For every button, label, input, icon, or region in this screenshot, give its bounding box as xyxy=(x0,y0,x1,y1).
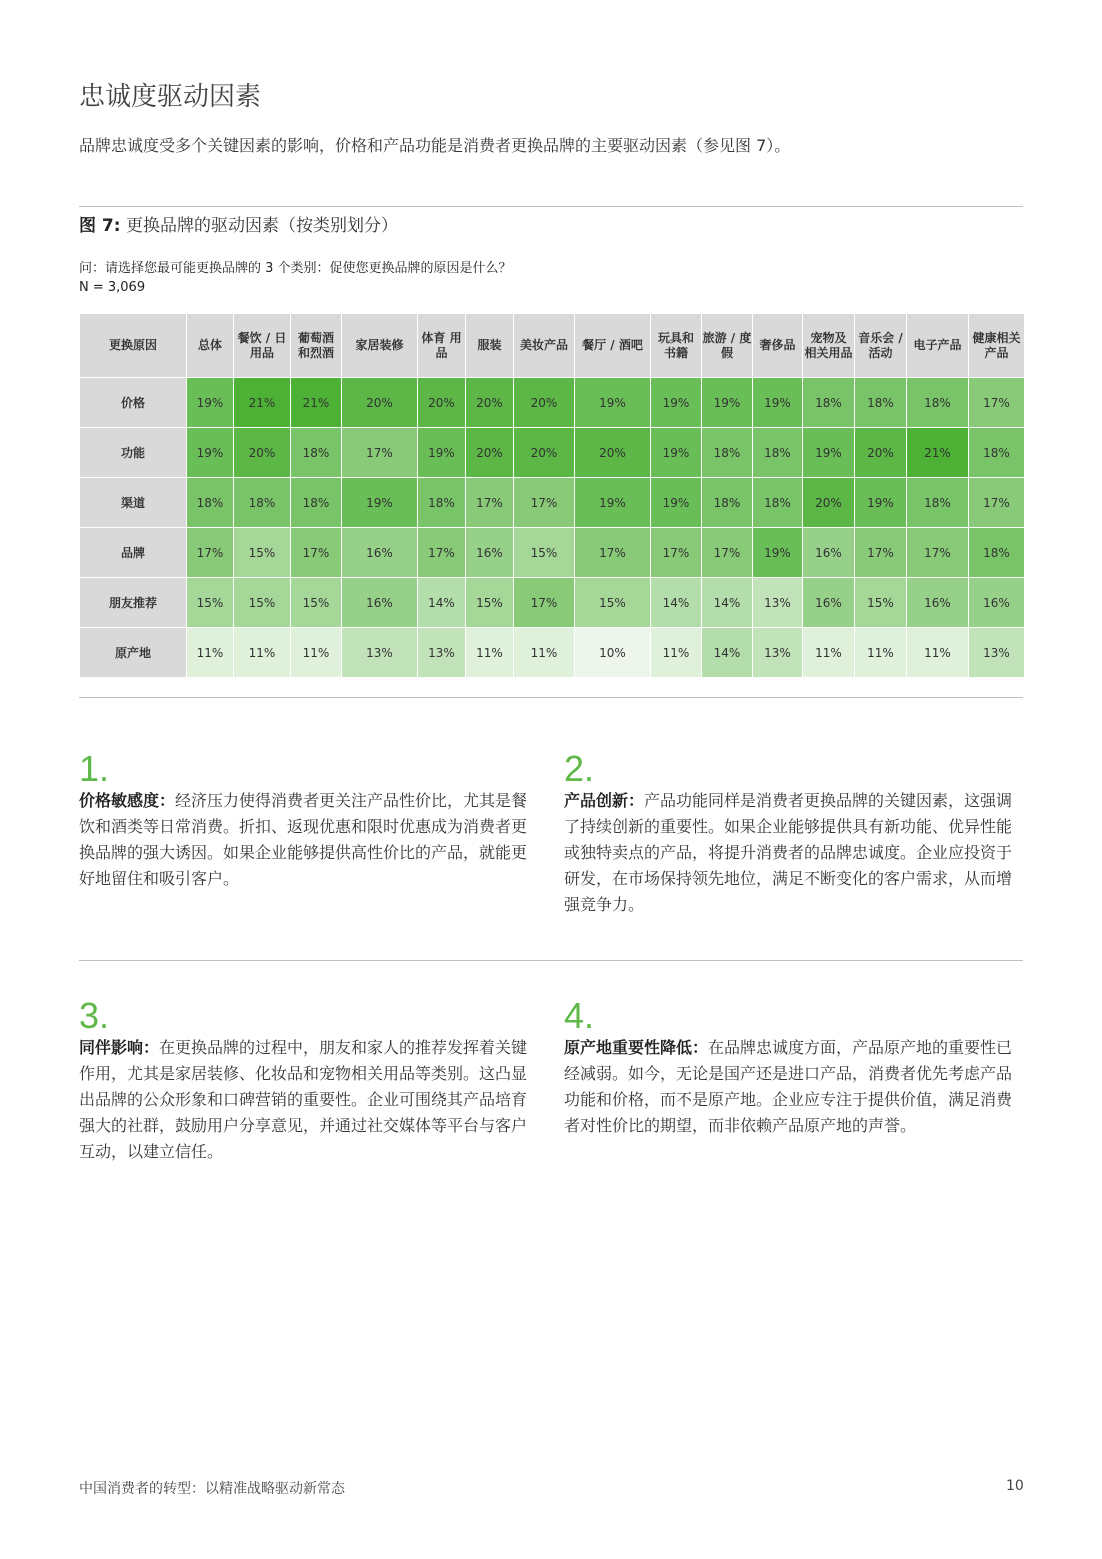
divider xyxy=(79,697,1023,698)
heatmap-cell: 18% xyxy=(969,428,1025,478)
point-body: 产品功能同样是消费者更换品牌的关键因素，这强调了持续创新的重要性。如果企业能够提供具有新功能、优异性能或独特卖点的产品，将提升消费者的品牌忠诚度。企业应投资于研发，在市场保持领先地位，满足不断变化的客户需求，从而增强竞争力。 xyxy=(564,791,1013,914)
column-header: 玩具和 书籍 xyxy=(651,314,702,378)
heatmap-cell: 21% xyxy=(291,378,342,428)
heatmap-cell: 17% xyxy=(291,528,342,578)
heatmap-cell: 19% xyxy=(753,528,803,578)
heatmap-cell: 18% xyxy=(803,378,855,428)
point-number: 1. xyxy=(79,748,110,789)
heatmap-cell: 19% xyxy=(651,428,702,478)
point-heading: 产品创新： xyxy=(564,791,645,810)
heatmap-cell: 11% xyxy=(907,628,969,678)
point-paragraph xyxy=(79,1035,541,1165)
heatmap-cell: 19% xyxy=(803,428,855,478)
heatmap-row xyxy=(80,428,1025,478)
row-label: 价格 xyxy=(80,378,187,428)
divider xyxy=(79,960,1023,961)
figure-title xyxy=(79,211,398,236)
heatmap-cell: 20% xyxy=(342,378,418,428)
heatmap-cell: 19% xyxy=(575,378,651,428)
heatmap-cell: 13% xyxy=(753,578,803,628)
column-header: 健康相关 产品 xyxy=(969,314,1025,378)
heatmap-cell: 13% xyxy=(418,628,466,678)
point-heading: 价格敏感度： xyxy=(79,791,176,810)
heatmap-cell: 16% xyxy=(342,578,418,628)
row-header-label: 更换原因 xyxy=(80,314,187,378)
page-number: 10 xyxy=(1006,1478,1024,1494)
heatmap-cell: 11% xyxy=(187,628,234,678)
row-label: 功能 xyxy=(80,428,187,478)
heatmap-cell: 13% xyxy=(753,628,803,678)
point-number: 3. xyxy=(79,995,110,1036)
heatmap-cell: 15% xyxy=(855,578,907,628)
row-label: 渠道 xyxy=(80,478,187,528)
heatmap-cell: 17% xyxy=(651,528,702,578)
survey-question: 问：请选择您最可能更换品牌的 3 个类别：促使您更换品牌的原因是什么？ xyxy=(79,261,512,276)
column-header: 家居装修 xyxy=(342,314,418,378)
heatmap-cell: 18% xyxy=(753,478,803,528)
heatmap-cell: 21% xyxy=(234,378,291,428)
figure-label: 图 7: xyxy=(79,216,121,236)
heatmap-cell: 16% xyxy=(466,528,514,578)
column-header: 总体 xyxy=(187,314,234,378)
column-header: 奢侈品 xyxy=(753,314,803,378)
heatmap-cell: 21% xyxy=(907,428,969,478)
heatmap-cell: 20% xyxy=(855,428,907,478)
heatmap-cell: 11% xyxy=(291,628,342,678)
heatmap-cell: 20% xyxy=(514,428,575,478)
survey-question-block xyxy=(79,259,512,297)
column-header: 美妆产品 xyxy=(514,314,575,378)
row-label: 朋友推荐 xyxy=(80,578,187,628)
heatmap-cell: 16% xyxy=(803,578,855,628)
heatmap-cell: 15% xyxy=(234,528,291,578)
sample-size: N = 3,069 xyxy=(79,280,146,295)
heatmap-cell: 20% xyxy=(575,428,651,478)
point-number: 2. xyxy=(564,748,595,789)
heatmap-cell: 11% xyxy=(855,628,907,678)
heatmap-cell: 13% xyxy=(342,628,418,678)
heatmap-cell: 17% xyxy=(702,528,753,578)
column-header: 旅游 / 度假 xyxy=(702,314,753,378)
heatmap-cell: 15% xyxy=(575,578,651,628)
figure-title-text: 更换品牌的驱动因素（按类别划分） xyxy=(125,216,398,236)
heatmap-cell: 18% xyxy=(702,478,753,528)
heatmap-cell: 17% xyxy=(418,528,466,578)
heatmap-cell: 11% xyxy=(803,628,855,678)
heatmap-row xyxy=(80,378,1025,428)
point-body: 经济压力使得消费者更关注产品性价比，尤其是餐饮和酒类等日常消费。折扣、返现优惠和限时优惠成为消费者更换品牌的强大诱因。如果企业能够提供高性价比的产品，就能更好地留住和吸引客户。 xyxy=(79,791,528,888)
heatmap-cell: 17% xyxy=(855,528,907,578)
heatmap-cell: 18% xyxy=(907,378,969,428)
heatmap-cell: 10% xyxy=(575,628,651,678)
heatmap-cell: 14% xyxy=(651,578,702,628)
column-header: 餐饮 / 日用品 xyxy=(234,314,291,378)
column-header: 服装 xyxy=(466,314,514,378)
heatmap-cell: 16% xyxy=(342,528,418,578)
heatmap-cell: 15% xyxy=(234,578,291,628)
heatmap-row xyxy=(80,628,1025,678)
row-label: 品牌 xyxy=(80,528,187,578)
heatmap-cell: 20% xyxy=(466,428,514,478)
point-paragraph xyxy=(564,1035,1026,1139)
heatmap-cell: 11% xyxy=(514,628,575,678)
heatmap-cell: 15% xyxy=(187,578,234,628)
heatmap-cell: 17% xyxy=(342,428,418,478)
point-body: 在品牌忠诚度方面，产品原产地的重要性已经减弱。如今，无论是国产还是进口产品，消费者优先考虑产品功能和价格，而不是原产地。企业应专注于提供价值，满足消费者对性价比的期望，而非依赖产品原产地的声誉。 xyxy=(564,1038,1013,1135)
point-number: 4. xyxy=(564,995,595,1036)
heatmap-cell: 20% xyxy=(803,478,855,528)
heatmap-row xyxy=(80,528,1025,578)
heatmap-cell: 17% xyxy=(907,528,969,578)
heatmap-cell: 15% xyxy=(466,578,514,628)
column-header: 体育 用品 xyxy=(418,314,466,378)
heatmap-cell: 14% xyxy=(702,628,753,678)
heatmap-cell: 20% xyxy=(514,378,575,428)
heatmap-cell: 19% xyxy=(187,428,234,478)
column-header: 音乐会 / 活动 xyxy=(855,314,907,378)
heatmap-cell: 16% xyxy=(907,578,969,628)
heatmap-cell: 18% xyxy=(187,478,234,528)
intro-text: 品牌忠诚度受多个关键因素的影响，价格和产品功能是消费者更换品牌的主要驱动因素（参见图 7）。 xyxy=(79,136,791,155)
point-paragraph xyxy=(79,788,541,892)
heatmap-cell: 18% xyxy=(418,478,466,528)
heatmap-cell: 19% xyxy=(342,478,418,528)
heatmap-cell: 17% xyxy=(969,478,1025,528)
heatmap-cell: 14% xyxy=(702,578,753,628)
heatmap-cell: 17% xyxy=(514,578,575,628)
row-label: 原产地 xyxy=(80,628,187,678)
heatmap-cell: 20% xyxy=(418,378,466,428)
heatmap-cell: 18% xyxy=(753,428,803,478)
heatmap-cell: 19% xyxy=(575,478,651,528)
heatmap-cell: 19% xyxy=(855,478,907,528)
heatmap-cell: 19% xyxy=(651,478,702,528)
heatmap-cell: 19% xyxy=(187,378,234,428)
heatmap-header-row xyxy=(80,314,1025,378)
heatmap-cell: 18% xyxy=(291,428,342,478)
footer-title: 中国消费者的转型：以精准战略驱动新常态 xyxy=(79,1481,345,1497)
heatmap-cell: 16% xyxy=(969,578,1025,628)
heatmap-cell: 15% xyxy=(514,528,575,578)
heatmap-cell: 13% xyxy=(969,628,1025,678)
heatmap-cell: 17% xyxy=(187,528,234,578)
column-header: 餐厅 / 酒吧 xyxy=(575,314,651,378)
heatmap-table xyxy=(79,313,1025,678)
heatmap-cell: 11% xyxy=(651,628,702,678)
heatmap-cell: 20% xyxy=(234,428,291,478)
heatmap-cell: 19% xyxy=(651,378,702,428)
heatmap-cell: 20% xyxy=(466,378,514,428)
heatmap-cell: 11% xyxy=(466,628,514,678)
heatmap-cell: 11% xyxy=(234,628,291,678)
heatmap-cell: 17% xyxy=(514,478,575,528)
heatmap-cell: 18% xyxy=(702,428,753,478)
heatmap-cell: 16% xyxy=(803,528,855,578)
page-title: 忠诚度驱动因素 xyxy=(79,82,262,112)
heatmap-cell: 18% xyxy=(855,378,907,428)
heatmap-body xyxy=(80,378,1025,678)
heatmap-cell: 18% xyxy=(291,478,342,528)
heatmap-cell: 19% xyxy=(753,378,803,428)
heatmap-cell: 19% xyxy=(702,378,753,428)
divider xyxy=(79,206,1023,207)
column-header: 电子产品 xyxy=(907,314,969,378)
heatmap-row xyxy=(80,478,1025,528)
point-paragraph xyxy=(564,788,1026,918)
heatmap-cell: 18% xyxy=(969,528,1025,578)
point-heading: 同伴影响： xyxy=(79,1038,160,1057)
heatmap-cell: 18% xyxy=(907,478,969,528)
heatmap-cell: 18% xyxy=(234,478,291,528)
heatmap-cell: 15% xyxy=(291,578,342,628)
heatmap-row xyxy=(80,578,1025,628)
heatmap-cell: 14% xyxy=(418,578,466,628)
point-heading: 原产地重要性降低： xyxy=(564,1038,709,1057)
heatmap-cell: 19% xyxy=(418,428,466,478)
heatmap-cell: 17% xyxy=(969,378,1025,428)
column-header: 葡萄酒 和烈酒 xyxy=(291,314,342,378)
column-header: 宠物及 相关用品 xyxy=(803,314,855,378)
heatmap-cell: 17% xyxy=(575,528,651,578)
point-body: 在更换品牌的过程中，朋友和家人的推荐发挥着关键作用，尤其是家居装修、化妆品和宠物相关用品等类别。这凸显出品牌的公众形象和口碑营销的重要性。企业可围绕其产品培育强大的社群，鼓励用户分享意见，并通过社交媒体等平台与客户互动，以建立信任。 xyxy=(79,1038,528,1161)
heatmap-cell: 17% xyxy=(466,478,514,528)
